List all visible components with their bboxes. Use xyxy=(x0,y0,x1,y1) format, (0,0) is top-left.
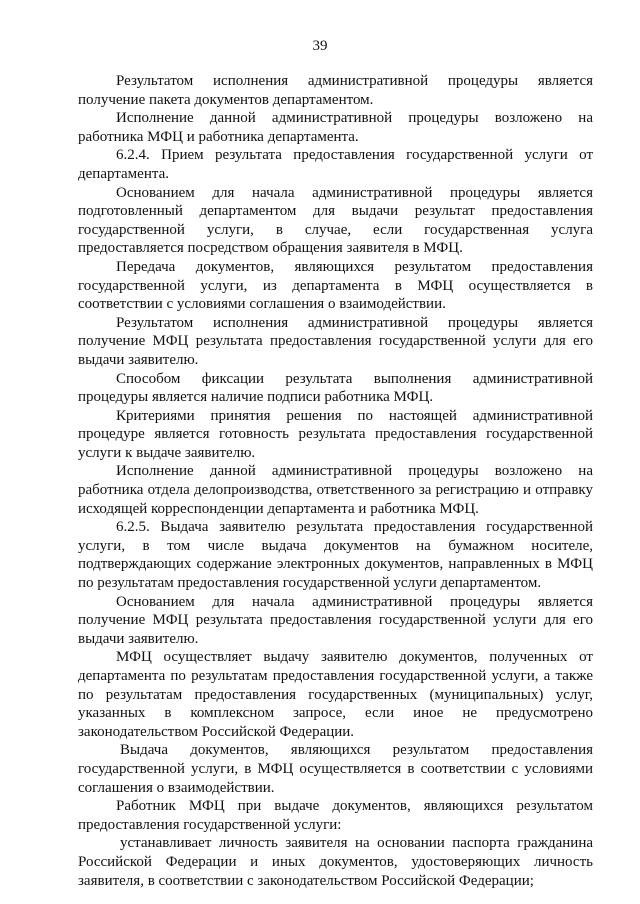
paragraph-9: Исполнение данной административной процедуры возложено на работника отдела делопроизводства, ответственного за регистрацию и отправку исходящей корреспонденции департамента и работника МФЦ. xyxy=(78,463,593,517)
paragraph-7: Способом фиксации результата выполнения административной процедуры является наличие подписи работника МФЦ. xyxy=(78,370,593,406)
paragraph-12: МФЦ осуществляет выдачу заявителю документов, полученных от департамента по результатам предоставления государственной услуги, а также по результатам предоставления государственных (муниципальных) услуг, указанных в комплексном запросе, если иное не предусмотрено законодательством Российской Федерации. xyxy=(78,649,593,740)
page-number: 39 xyxy=(312,38,328,54)
paragraph-6: Результатом исполнения административной процедуры является получение МФЦ результата предоставления государственной услуги для его выдачи заявителю. xyxy=(78,314,593,368)
paragraph-2: Исполнение данной административной процедуры возложено на работника МФЦ и работника департамента. xyxy=(78,110,593,145)
paragraph-3: 6.2.4. Прием результата предоставления государственной услуги от департамента. xyxy=(78,147,593,182)
paragraph-8: Критериями принятия решения по настоящей административной процедуре является готовность результата предоставления государственной услуги к выдаче заявителю. xyxy=(78,407,593,461)
paragraph-10: 6.2.5. Выдача заявителю результата предоставления государственной услуги, в том числе выдача документов на бумажном носителе, подтверждающих содержание электронных документов, направленных в МФЦ по результатам предоставления государственной услуги департаментом. xyxy=(78,519,593,592)
paragraph-4: Основанием для начала административной процедуры является подготовленный департаментом для выдачи результат предоставления государственной услуги, в случае, если государственная услуга предоставляется посредством обращения заявителя в МФЦ. xyxy=(78,184,593,257)
paragraph-15: устанавливает личность заявителя на основании паспорта гражданина Российской Федерации и иных документов, удостоверяющих личность заявителя, в соответствии с законодательством Российской Федерации; xyxy=(78,835,593,889)
paragraph-1: Результатом исполнения административной процедуры является получение пакета документов департаментом. xyxy=(78,73,593,108)
paragraph-13: Выдача документов, являющихся результатом предоставления государственной услуги, в МФЦ осуществляется в соответствии с условиями соглашения о взаимодействии. xyxy=(78,742,593,796)
paragraph-14: Работник МФЦ при выдаче документов, являющихся результатом предоставления государственной услуги: xyxy=(78,798,593,833)
document-body xyxy=(78,72,593,890)
paragraph-11: Основанием для начала административной процедуры является получение МФЦ результата предоставления государственной услуги для его выдачи заявителю. xyxy=(78,593,593,647)
paragraph-5: Передача документов, являющихся результатом предоставления государственной услуги, из департамента в МФЦ осуществляется в соответствии с условиями соглашения о взаимодействии. xyxy=(78,258,593,313)
